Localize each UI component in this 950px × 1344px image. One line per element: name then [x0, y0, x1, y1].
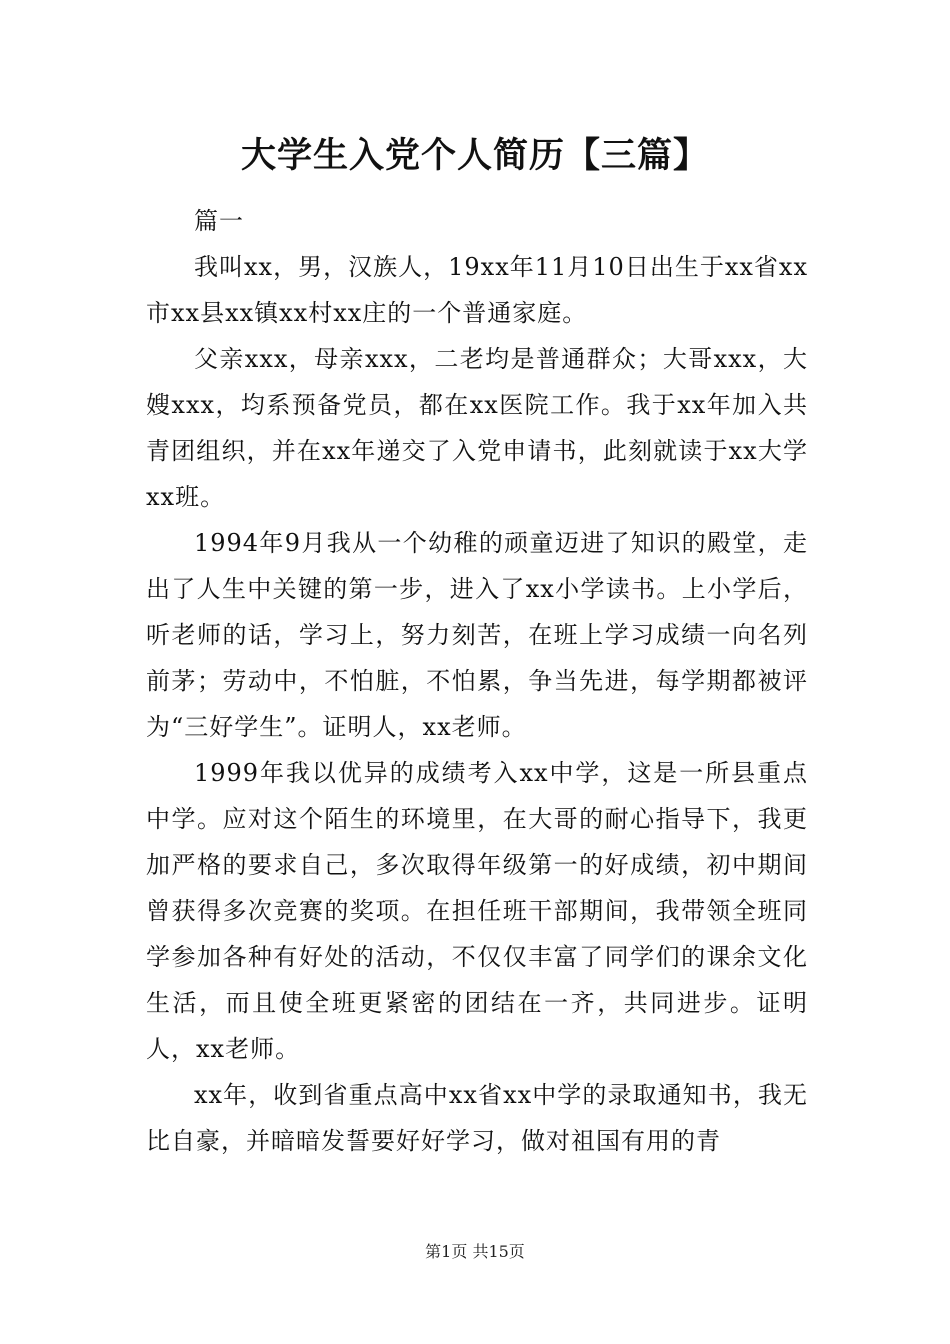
paragraph: 1994年9月我从一个幼稚的顽童迈进了知识的殿堂，走出了人生中关键的第一步，进入了xx小学读书。上小学后，听老师的话，学习上，努力刻苦，在班上学习成绩一向名列前茅；劳动中，不怕脏，不怕累，争当先进，每学期都被评为“三好学生”。证明人，xx老师。	[146, 529, 808, 741]
paragraph: xx年，收到省重点高中xx省xx中学的录取通知书，我无比自豪，并暗暗发誓要好好学习，做对祖国有用的青	[146, 1081, 808, 1155]
paragraph: 我叫xx，男，汉族人，19xx年11月10日出生于xx省xx市xx县xx镇xx村xx庄的一个普通家庭。	[146, 253, 808, 327]
paragraph: 1999年我以优异的成绩考入xx中学，这是一所县重点中学。应对这个陌生的环境里，在大哥的耐心指导下，我更加严格的要求自己，多次取得年级第一的好成绩，初中期间曾获得多次竞赛的奖项。在担任班干部期间，我带领全班同学参加各种有好处的活动，不仅仅丰富了同学们的课余文化生活，而且使全班更紧密的团结在一齐，共同进步。证明人，xx老师。	[146, 759, 808, 1063]
document-title: 大学生入党个人简历【三篇】	[240, 136, 709, 176]
document-body	[146, 198, 808, 1164]
paragraph: 父亲xxx，母亲xxx，二老均是普通群众；大哥xxx，大嫂xxx，均系预备党员，都在xx医院工作。我于xx年加入共青团组织，并在xx年递交了入党申请书，此刻就读于xx大学xx班。	[146, 345, 808, 511]
section-heading: 篇一	[194, 207, 244, 235]
page-number-footer: 第1页 共15页	[425, 1242, 525, 1261]
